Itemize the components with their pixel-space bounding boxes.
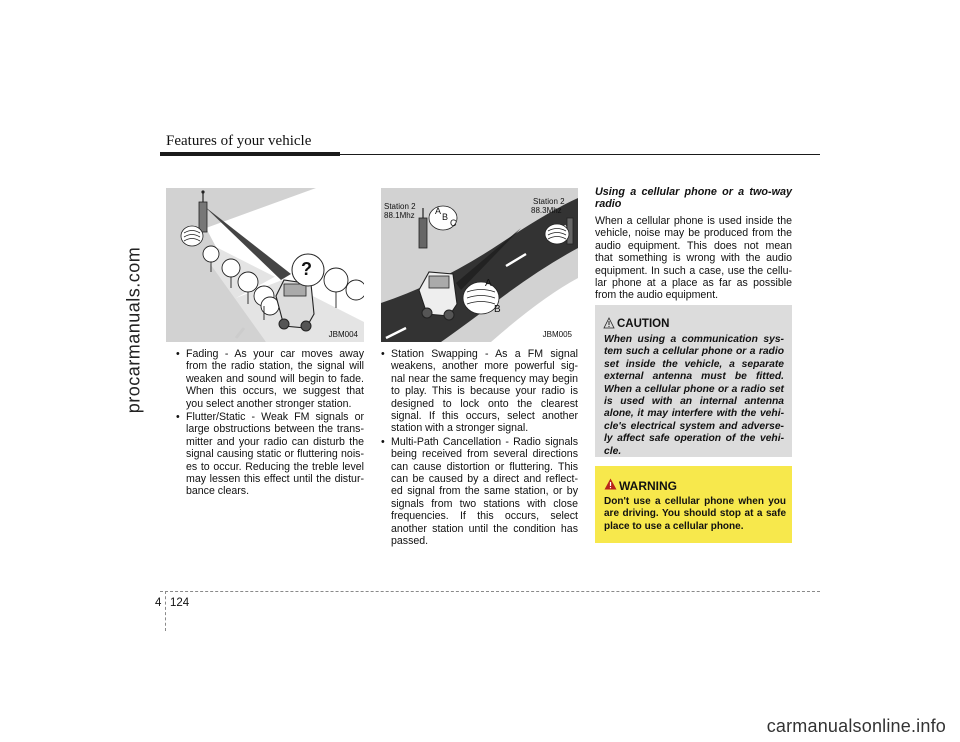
question-mark: ? xyxy=(301,259,312,279)
station-right-name: Station 2 xyxy=(533,197,565,206)
caution-title: CAUTION xyxy=(617,318,670,330)
right-column xyxy=(595,186,792,304)
figure-fading xyxy=(166,188,364,342)
car-icon xyxy=(276,280,314,331)
bottom-watermark: carmanualsonline.info xyxy=(766,716,946,736)
warning-title: WARNING xyxy=(619,479,677,493)
list-item: • Multi-Path Cancellation - Radio signals being received from several directions can cause distortion or fluttering. This can be caused by a direct and reflect-ed signal from the same station, or by signals from two stations with close frequencies. If this occurs, select another station until the condition has passed. xyxy=(381,435,578,548)
caution-box xyxy=(595,305,792,457)
letter-a-bottom: A xyxy=(485,278,492,289)
station-left-name: Station 2 xyxy=(384,202,416,211)
header-bar xyxy=(160,152,340,156)
chapter-number: 4 xyxy=(155,597,162,609)
side-watermark: procarmanuals.com xyxy=(123,246,144,414)
footer-rule xyxy=(160,591,820,592)
figure-code-left: JBM004 xyxy=(328,330,358,339)
section-body: When a cellular phone is used inside the vehicle, noise may be produced from the audio equipment. This does not mean that something is wrong with the audio equipment. In such a case, use the cellu-lar phone at a place as far as possible from the audio equipment. xyxy=(595,215,792,302)
radio-tower-icon xyxy=(199,190,207,232)
warning-box xyxy=(595,466,792,543)
figure-code-right: JBM005 xyxy=(542,330,572,339)
header-rule xyxy=(340,154,820,155)
caution-triangle-icon xyxy=(603,317,615,329)
letter-b-top: B xyxy=(442,212,449,222)
station-left-freq: 88.1Mhz xyxy=(384,211,415,220)
middle-column xyxy=(381,348,578,549)
letter-c-top: C xyxy=(450,218,457,228)
warning-triangle-icon xyxy=(604,478,617,490)
page-header-title: Features of your vehicle xyxy=(166,133,312,149)
letter-b-bottom: B xyxy=(494,304,501,315)
car-icon xyxy=(419,272,457,320)
caution-text: When using a communication sys-tem such a cellular phone or a radio set inside the vehicle, a separate external antenna must be fitted. When a cellular phone or a radio set is used with an internal antenna alone, it may interfere with the vehi-cle's electrical system and adverse-ly affect safe operation of the vehi-cle. xyxy=(604,334,784,457)
list-item: • Flutter/Static - Weak FM signals or large obstructions between the trans-mitter and your radio can disturb the signal causing static or fluttering nois-es to occur. Reducing the treble level may lessen this effect until the distur-bance clears. xyxy=(176,411,364,498)
letter-a-top: A xyxy=(435,206,442,216)
radio-wave-icon xyxy=(181,226,203,246)
page-number: 124 xyxy=(170,597,190,609)
left-column xyxy=(176,348,364,499)
figure-station-swapping xyxy=(381,188,578,342)
list-item: • Fading - As your car moves away from the radio station, the signal will weaken and sound will begin to fade. When this occurs, we suggest that you select another stronger station. xyxy=(176,348,364,410)
fading-illustration xyxy=(166,188,364,342)
section-heading: Using a cellular phone or a two-way radio xyxy=(595,186,792,210)
warning-text: Don't use a cellular phone when you are driving. You should stop at a safe place to use a cellular phone. xyxy=(604,496,786,532)
station-right-freq: 88.3Mhz xyxy=(531,206,562,215)
list-item: • Station Swapping - As a FM signal weakens, another more powerful sig-nal near the same frequency may begin to play. This is because your radio is designed to lock onto the clearest signal. If this occurs, select another station with a stronger signal. xyxy=(381,348,578,435)
footer-divider xyxy=(165,591,166,631)
